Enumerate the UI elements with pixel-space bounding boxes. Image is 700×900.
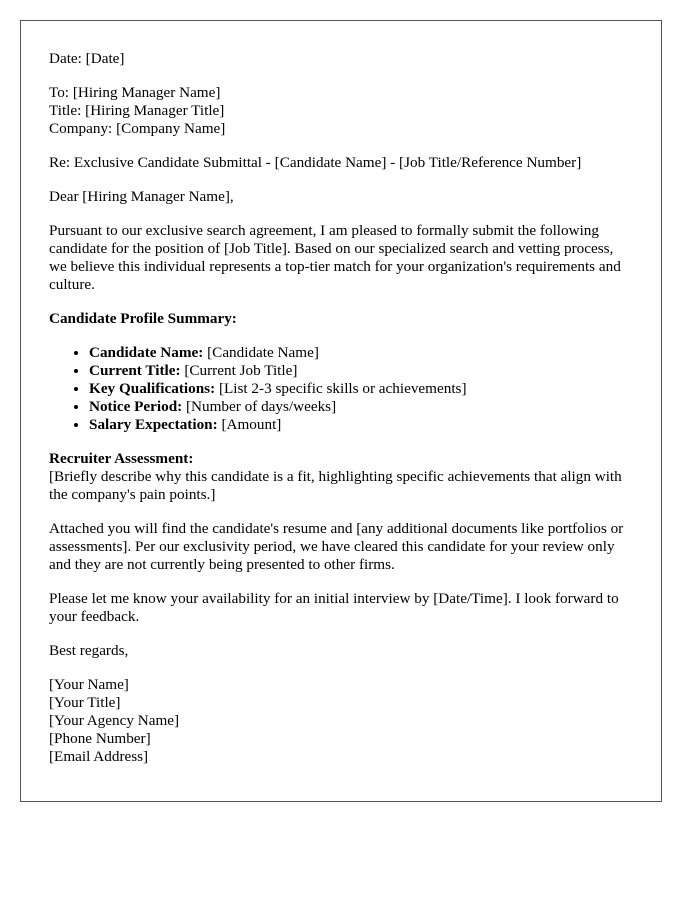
profile-item-label: Salary Expectation: [89, 416, 218, 433]
intro-paragraph: Pursuant to our exclusive search agreement, I am pleased to formally submit the following candidate for the position of [Job Title]. Based on our specialized search and vetting process, we believe this individual represents a top-tier match for your organization's requirements and culture. [49, 222, 621, 293]
assessment-text: [Briefly describe why this candidate is a fit, highlighting specific achievements that align with the company's pain points.] [49, 468, 622, 503]
recipient-company: Company: [Company Name] [49, 120, 226, 137]
closing-paragraph: Please let me know your availability for an initial interview by [Date/Time]. I look forward to your feedback. [49, 590, 619, 625]
profile-item-value: [Current Job Title] [180, 362, 298, 379]
profile-item-current-title [89, 362, 633, 380]
signature-agency: [Your Agency Name] [49, 712, 180, 729]
profile-item-notice-period [89, 398, 633, 416]
letter-document [20, 20, 662, 802]
profile-item-label: Notice Period: [89, 398, 183, 415]
profile-item-label: Candidate Name: [89, 344, 204, 361]
recipient-to: To: [Hiring Manager Name] [49, 84, 221, 101]
profile-item-label: Key Qualifications: [89, 380, 216, 397]
signature-name: [Your Name] [49, 676, 129, 693]
signature-title: [Your Title] [49, 694, 121, 711]
assessment-heading: Recruiter Assessment: [49, 450, 194, 467]
subject-line: Re: Exclusive Candidate Submittal - [Candidate Name] - [Job Title/Reference Number] [49, 154, 582, 171]
assessment-block [49, 450, 633, 504]
profile-item-value: [Candidate Name] [203, 344, 319, 361]
recipient-title: Title: [Hiring Manager Title] [49, 102, 225, 119]
profile-item-candidate-name [89, 344, 633, 362]
profile-item-key-qualifications [89, 380, 633, 398]
profile-list [49, 344, 633, 434]
salutation: Dear [Hiring Manager Name], [49, 188, 234, 205]
signature-block [49, 676, 633, 766]
recipient-block [49, 84, 633, 138]
sign-off: Best regards, [49, 642, 129, 659]
date-line: Date: [Date] [49, 50, 125, 67]
attachment-paragraph: Attached you will find the candidate's resume and [any additional documents like portfolios or assessments]. Per our exclusivity period, we have cleared this candidate for your review only and they are not currently being presented to other firms. [49, 520, 624, 573]
signature-phone: [Phone Number] [49, 730, 151, 747]
profile-heading: Candidate Profile Summary: [49, 310, 237, 327]
profile-item-value: [List 2-3 specific skills or achievements] [215, 380, 467, 397]
profile-item-salary-expectation [89, 416, 633, 434]
profile-item-label: Current Title: [89, 362, 181, 379]
signature-email: [Email Address] [49, 748, 149, 765]
profile-item-value: [Number of days/weeks] [182, 398, 337, 415]
profile-item-value: [Amount] [217, 416, 282, 433]
